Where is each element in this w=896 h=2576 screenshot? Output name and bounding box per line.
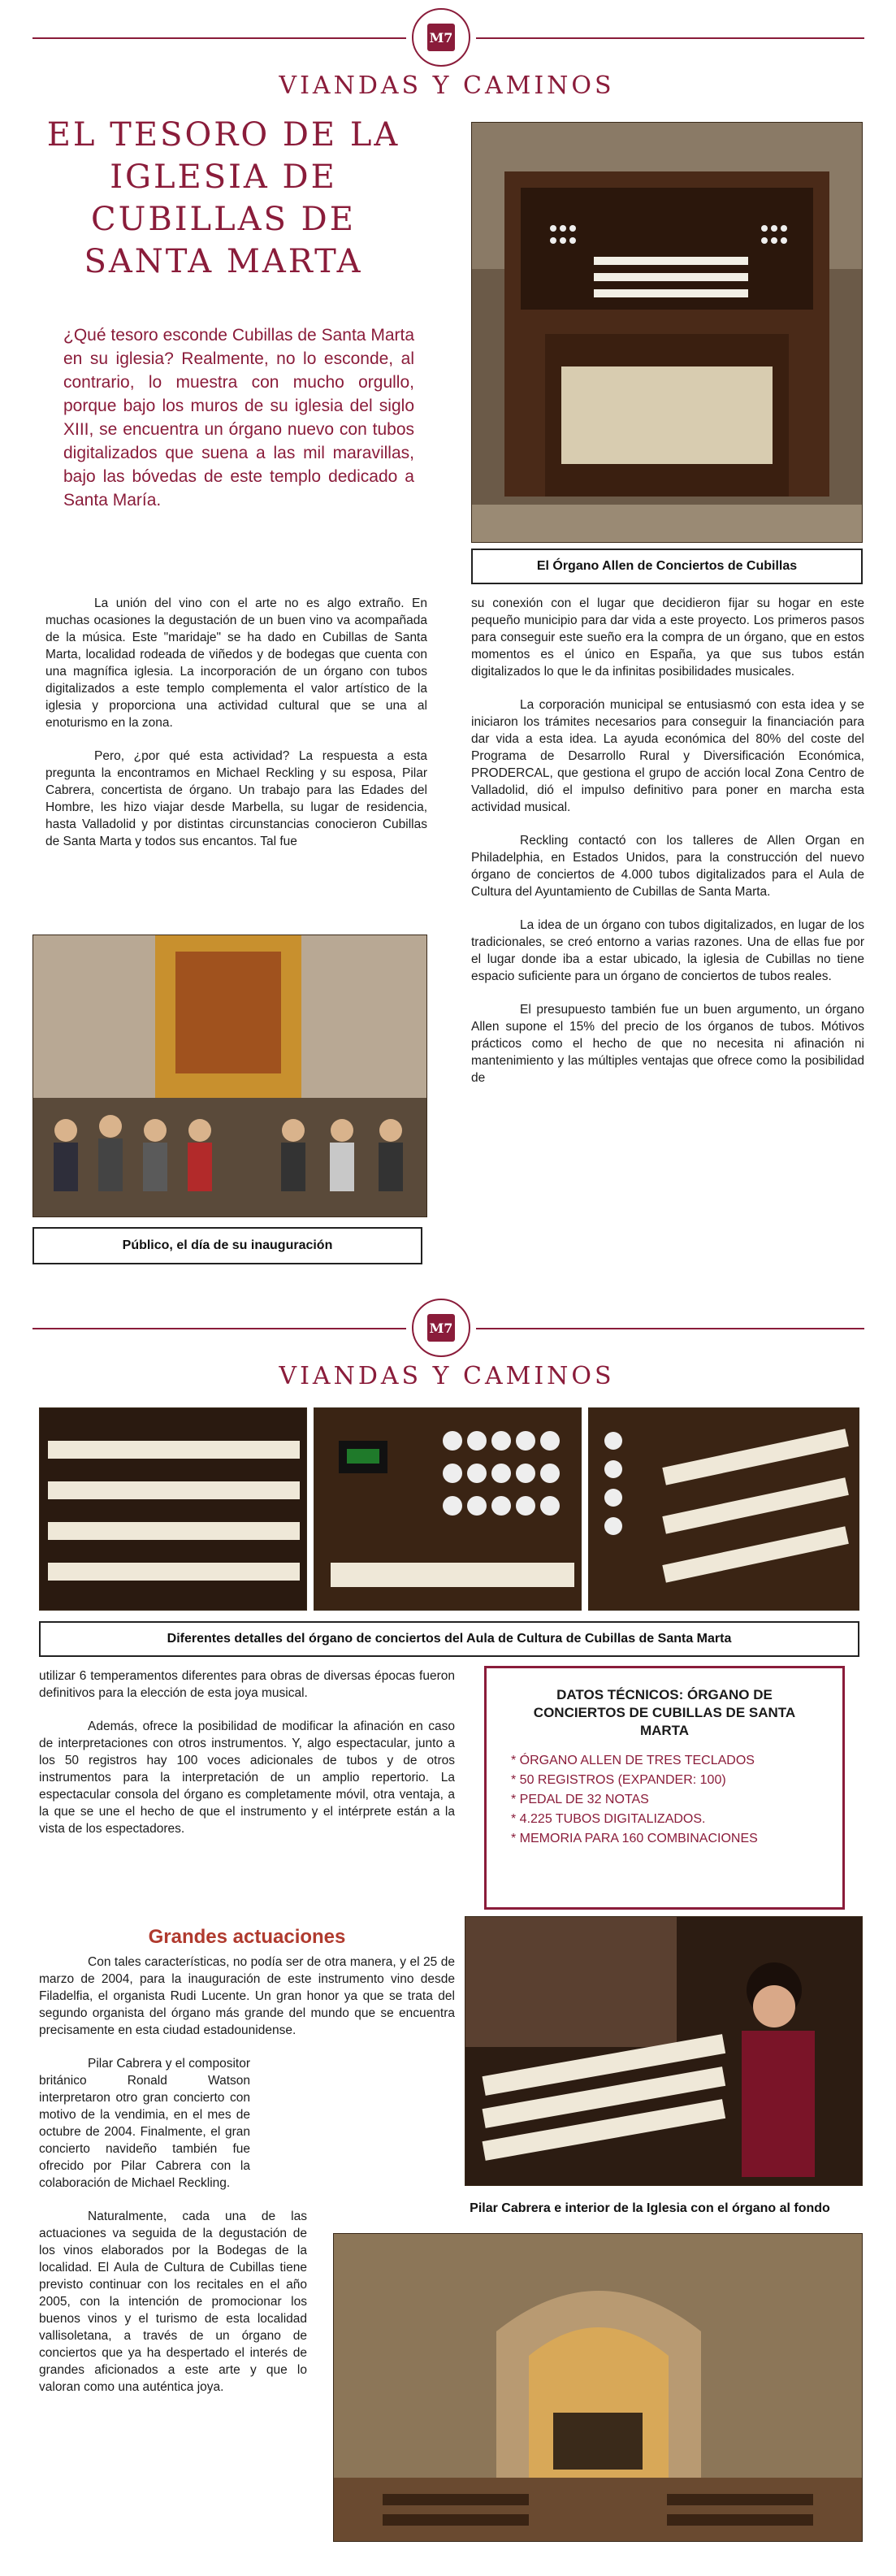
technical-data-heading: DATOS TÉCNICOS: ÓRGANO DE CONCIERTOS DE CUBILLAS DE SANTA MARTA xyxy=(533,1687,796,1738)
organ-keyboards-photo xyxy=(39,1407,307,1611)
column-2 xyxy=(471,595,864,1103)
paragraph: La unión del vino con el arte no es algo extraño. En muchas ocasiones la degustación de un buen vino va acompañada de la música. Este "maridaje" se ha dado en Cubillas de Santa Marta, localidad rodeada de viñedos y de bodegas que cuenta con una magnífica iglesia. La incorporación de un órgano con tubos digitalizados a este templo complementa el valor artístico de la iglesia y proporciona una actividad cultural que se una al enoturismo en la zona. xyxy=(45,596,427,730)
paragraph: Naturalmente, cada una de las actuaciones va seguida de la degustación de los vinos elaborados por la Bodegas de la localidad. El Aula de Cultura de Cubillas tiene previsto continuar con los recitales en el año 2005, con la intención de promocionar los buenos vinos y el turismo de esta localidad vallisoletana, a través de un órgano de conciertos que ya ha despertado el interés de grandes aficionados a este arte y que lo valoran como una auténtica joya. xyxy=(39,2210,307,2394)
seal-monogram: M7 xyxy=(427,24,455,51)
organ-pedal-photo xyxy=(588,1407,859,1611)
header-rule-left xyxy=(32,37,406,39)
header-rule-right xyxy=(476,37,864,39)
technical-data-item: * PEDAL DE 32 NOTAS xyxy=(511,1790,818,1810)
organ-console-illustration xyxy=(472,123,863,543)
header-rule-right xyxy=(476,1328,864,1329)
church-interior-photo xyxy=(333,2233,863,2542)
magazine-name: VIANDAS Y CAMINOS xyxy=(279,72,615,100)
organ-console-photo xyxy=(471,122,863,543)
organ-caption: El Órgano Allen de Conciertos de Cubillas xyxy=(471,549,863,584)
paragraph: Pilar Cabrera y el compositor británico Ronald Watson interpretaron otro gran concierto con motivo de la vendimia, en el mes de octubre de 2004. Finalmente, el gran concierto navideño también fue ofrecido por Pilar Cabrera con la colaboración de Michael Reckling. xyxy=(39,2057,250,2190)
column-1 xyxy=(45,595,427,866)
church-audience-illustration xyxy=(33,935,427,1217)
paragraph: La idea de un órgano con tubos digitalizados, en lugar de los tradicionales, se creó entorno a varias razones. Una de ellas fue por el lugar donde iba a estar ubicado, la iglesia de Cubillas no tiene espacio suficiente para un órgano de conciertos de tubos reales. xyxy=(471,918,864,983)
magazine-name: VIANDAS Y CAMINOS xyxy=(279,1362,615,1390)
details-caption: Diferentes detalles del órgano de conciertos del Aula de Cultura de Cubillas de Santa Marta xyxy=(39,1621,859,1657)
public-caption: Público, el día de su inauguración xyxy=(32,1227,422,1264)
paragraph: utilizar 6 temperamentos diferentes para obras de diversas épocas fueron definitivos para la elección de esta joya musical. xyxy=(39,1669,455,1700)
technical-data-item: * 50 REGISTROS (EXPANDER: 100) xyxy=(511,1771,818,1790)
article-lead: ¿Qué tesoro esconde Cubillas de Santa Marta en su iglesia? Realmente, no lo esconde, al contrario, lo muestra con mucho orgullo, porque bajo los muros de su iglesia del siglo XIII, se encuentra un órgano nuevo con tubos digitalizados que suena a las mil maravillas, bajo las bóvedas de este templo dedicado a Santa María. xyxy=(63,326,414,510)
article-title: EL TESORO DE LA IGLESIA DE CUBILLAS DE SANTA MARTA xyxy=(46,116,400,280)
church-interior-illustration xyxy=(334,2234,863,2542)
technical-data-box xyxy=(484,1666,845,1910)
organ-stops-photo xyxy=(314,1407,582,1611)
technical-data-item: * MEMORIA PARA 160 COMBINACIONES xyxy=(511,1829,818,1849)
do-cigales-seal xyxy=(412,8,470,67)
keyboards-illustration xyxy=(40,1408,307,1611)
pilar-caption: Pilar Cabrera e interior de la Iglesia con el órgano al fondo xyxy=(406,2194,894,2223)
public-inauguration-photo xyxy=(32,935,427,1217)
technical-data-list xyxy=(511,1751,818,1849)
technical-data-item: * 4.225 TUBOS DIGITALIZADOS. xyxy=(511,1810,818,1829)
header-rule-left xyxy=(32,1328,406,1329)
do-cigales-seal xyxy=(412,1299,470,1357)
paragraph: su conexión con el lugar que decidieron fijar su hogar en este pequeño municipio para dar vida a este proyecto. Los primeros pasos para conseguir este sueño era la compra de un órgano, que en estos momentos es el único en España, ya que sus tubos están digitalizados lo que le da infinitas posibilidades musicales. xyxy=(471,596,864,679)
paragraph: Pero, ¿por qué esta actividad? La respuesta a esta pregunta la encontramos en Michael Reckling y su esposa, Pilar Cabrera, concertista de órgano. Un trabajo para las Edades del Hombre, les hizo viajar desde Marbella, su lugar de residencia, hasta Valladolid y por distintas circunstancias conocieron Cubillas de Santa Marta y todos sus encantos. Tal fue xyxy=(45,749,427,848)
paragraph: La corporación municipal se entusiasmó con esta idea y se iniciaron los trámites necesarios para conseguir la financiación para dar vida a esta idea. La ayuda económica del 80% del coste del Programa de Desarrollo Rural y Diversificación Económica, PRODERCAL, que gestiona el grupo de acción local Zona Centro de Valladolid, dió el impulso definitivo para poner en marcha esta actividad musical. xyxy=(471,698,864,814)
pilar-cabrera-photo xyxy=(465,1916,863,2186)
paragraph: Reckling contactó con los talleres de Allen Organ en Philadelphia, en Estados Unidos, para la construcción del nuevo órgano de conciertos de 4.000 tubos digitalizados para el Aula de Cultura del Ayuntamiento de Cubillas de Santa Marta. xyxy=(471,834,864,899)
stops-illustration xyxy=(314,1408,582,1611)
paragraph: Además, ofrece la posibilidad de modificar la afinación en caso de interpretaciones con otros instrumentos. Y, algo espectacular, junto a los 50 registros hay 100 voces adicionales de tubos y de otros instrumentos para la interpretación de un amplio repertorio. La espectacular consola del órgano es completamente móvil, otra ventaja, a la que se une el hecho de que el instrumento y el intérprete están a la vista de los espectadores. xyxy=(39,1720,455,1836)
technical-data-item: * ÓRGANO ALLEN DE TRES TECLADOS xyxy=(511,1751,818,1771)
seal-monogram: M7 xyxy=(427,1314,455,1342)
column-3 xyxy=(39,1667,455,1854)
pedal-illustration xyxy=(589,1408,859,1611)
paragraph: El presupuesto también fue un buen argumento, un órgano Allen supone el 15% del precio de los órganos de tubos. Mótivos prácticos como el hecho de que no necesita ni afinación ni mantenimiento y las múltiples ventajas que ofrece como la posibilidad de xyxy=(471,1003,864,1085)
organist-illustration xyxy=(465,1917,863,2186)
section-heading: Grandes actuaciones xyxy=(148,1926,346,1948)
paragraph: Con tales características, no podía ser de otra manera, y el 25 de marzo de 2004, para la inauguración de este instrumento vino desde Filadelfia, el organista Rudi Lucente. Un gran honor ya que se trata del segundo organista del órgano más grande del mundo que se encuentra precisamente en esta ciudad estadounidense. xyxy=(39,1955,455,2037)
